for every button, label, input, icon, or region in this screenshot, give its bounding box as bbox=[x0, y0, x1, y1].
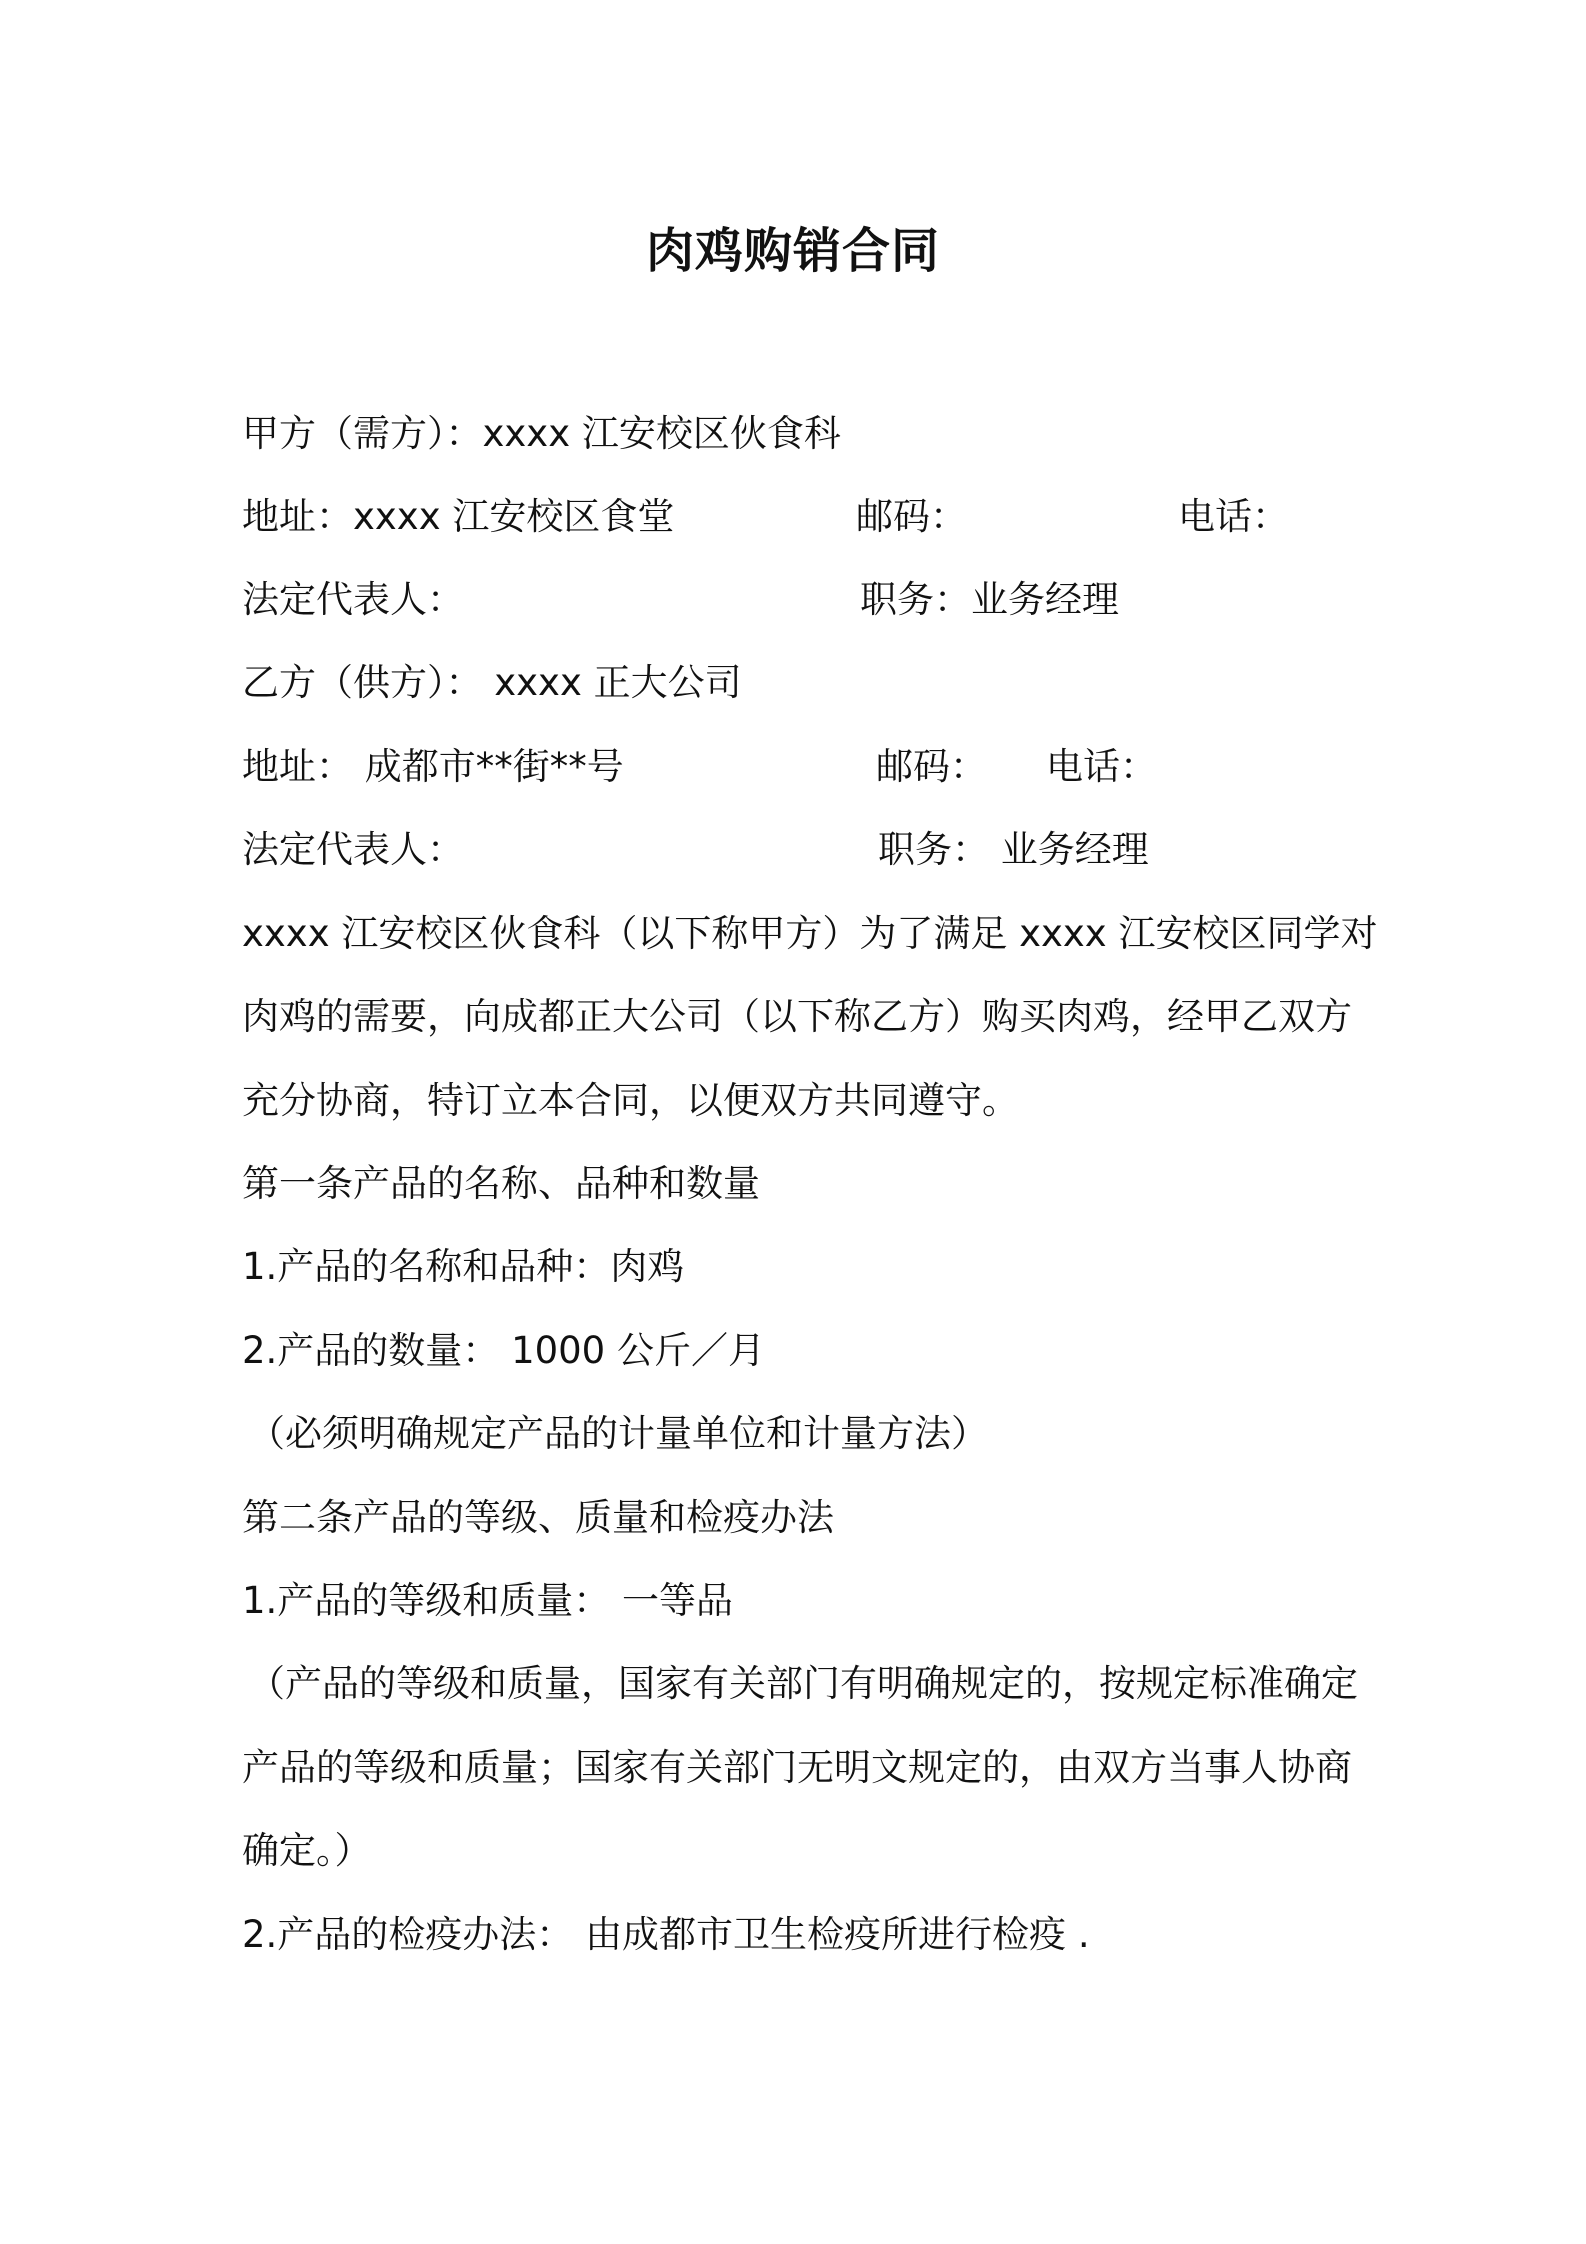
article-2-note-line-1: （产品的等级和质量，国家有关部门有明确规定的，按规定标准确定 bbox=[248, 1662, 1358, 1705]
party-a-postcode-label: 邮码： bbox=[856, 495, 967, 538]
intro-line-1: xxxx 江安校区伙食科（以下称甲方）为了满足 xxxx 江安校区同学对 bbox=[242, 912, 1378, 955]
article-2-heading: 第二条产品的等级、质量和检疫办法 bbox=[242, 1496, 834, 1539]
party-a-legal-rep-label: 法定代表人： bbox=[242, 578, 464, 621]
party-a-phone-label: 电话： bbox=[1178, 495, 1289, 538]
article-2-item-1: 1.产品的等级和质量： 一等品 bbox=[242, 1579, 734, 1622]
party-b-name: 乙方（供方）： xxxx 正大公司 bbox=[242, 661, 742, 704]
intro-line-3: 充分协商，特订立本合同，以便双方共同遵守。 bbox=[242, 1079, 1019, 1122]
intro-line-2: 肉鸡的需要，向成都正大公司（以下称乙方）购买肉鸡，经甲乙双方 bbox=[242, 995, 1352, 1038]
article-2-item-2: 2.产品的检疫办法： 由成都市卫生检疫所进行检疫 . bbox=[242, 1913, 1090, 1956]
article-1-item-1: 1.产品的名称和品种：肉鸡 bbox=[242, 1245, 685, 1288]
party-a-position: 职务：业务经理 bbox=[860, 578, 1119, 621]
document-title: 肉鸡购销合同 bbox=[645, 223, 940, 279]
article-1-note: （必须明确规定产品的计量单位和计量方法） bbox=[248, 1412, 988, 1455]
party-b-position: 职务： 业务经理 bbox=[878, 828, 1149, 871]
party-b-phone-label: 电话： bbox=[1046, 745, 1157, 788]
party-b-address: 地址： 成都市**街**号 bbox=[242, 745, 624, 788]
party-a-name: 甲方（需方）：xxxx 江安校区伙食科 bbox=[242, 412, 841, 455]
article-1-item-2: 2.产品的数量： 1000 公斤／月 bbox=[242, 1329, 765, 1372]
party-a-address: 地址：xxxx 江安校区食堂 bbox=[242, 495, 675, 538]
party-b-postcode-label: 邮码： bbox=[876, 745, 987, 788]
article-2-note-line-2: 产品的等级和质量；国家有关部门无明文规定的，由双方当事人协商 bbox=[242, 1746, 1352, 1789]
article-2-note-line-3: 确定。） bbox=[242, 1829, 372, 1872]
article-1-heading: 第一条产品的名称、品种和数量 bbox=[242, 1162, 760, 1205]
party-b-legal-rep-label: 法定代表人： bbox=[242, 828, 464, 871]
